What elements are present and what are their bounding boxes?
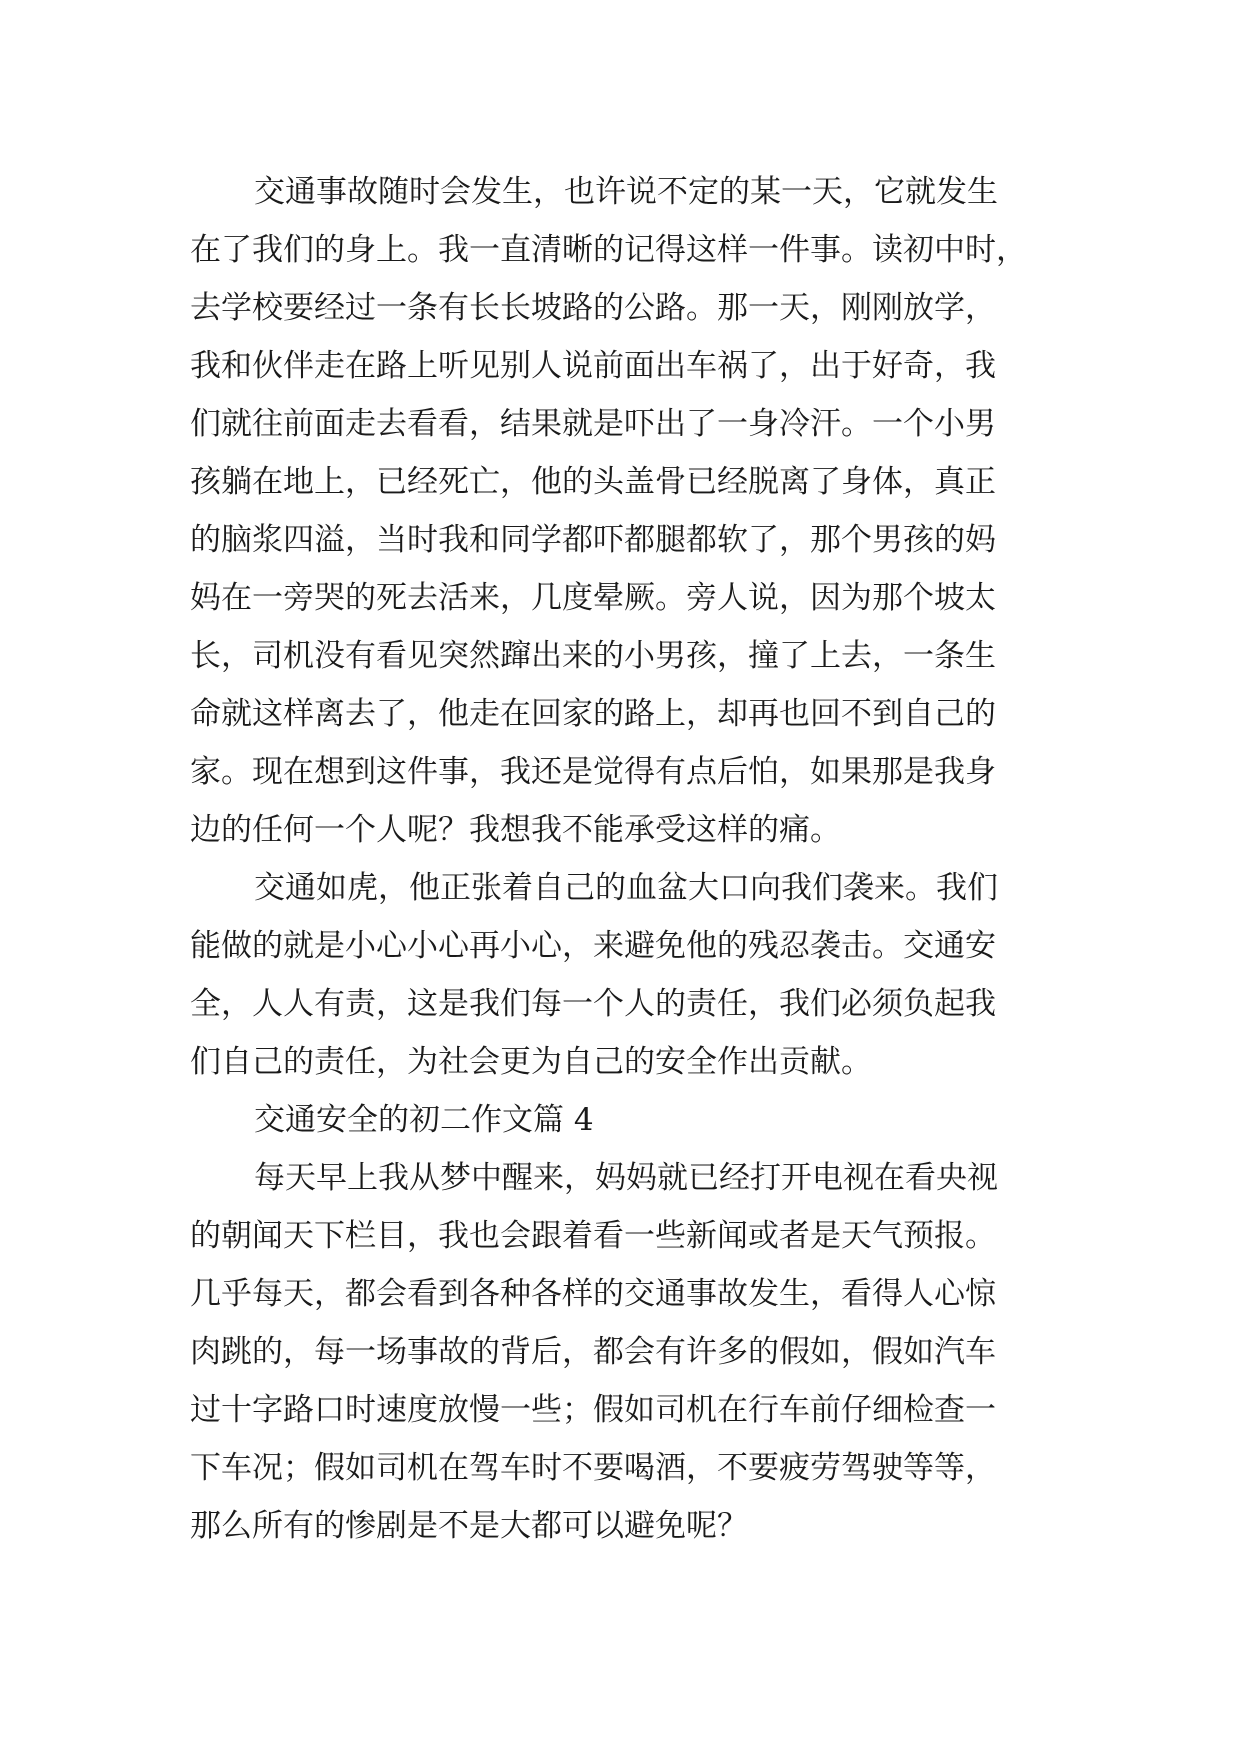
paragraph-morning-news (190, 1149, 1070, 1555)
text-line: 的脑浆四溢，当时我和同学都吓都腿都软了，那个男孩的妈 (190, 522, 996, 558)
text-line: 在了我们的身上。我一直清晰的记得这样一件事。读初中时， (190, 232, 1027, 268)
document-body (190, 163, 1070, 1555)
text-line: 能做的就是小心小心再小心，来避免他的残忍袭击。交通安 (190, 928, 996, 964)
text-line: 命就这样离去了，他走在回家的路上，却再也回不到自己的 (190, 696, 996, 732)
text-line: 孩躺在地上，已经死亡，他的头盖骨已经脱离了身体，真正 (190, 464, 996, 500)
text-line: 交通事故随时会发生，也许说不定的某一天，它就发生 (254, 174, 998, 210)
text-line: 过十字路口时速度放慢一些；假如司机在行车前仔细检查一 (190, 1392, 996, 1428)
paragraph-accident-story (190, 163, 1070, 859)
text-line: 边的任何一个人呢？我想我不能承受这样的痛。 (190, 812, 841, 848)
text-line: 下车况；假如司机在驾车时不要喝酒，不要疲劳驾驶等等， (190, 1450, 996, 1486)
text-line: 肉跳的，每一场事故的背后，都会有许多的假如，假如汽车 (190, 1334, 996, 1370)
text-line: 的朝闻天下栏目，我也会跟着看一些新闻或者是天气预报。 (190, 1218, 996, 1254)
text-line: 们自己的责任，为社会更为自己的安全作出贡献。 (190, 1044, 872, 1080)
text-line: 我和伙伴走在路上听见别人说前面出车祸了，出于好奇，我 (190, 348, 996, 384)
section-heading (190, 1091, 1070, 1149)
text-line: 几乎每天，都会看到各种各样的交通事故发生，看得人心惊 (190, 1276, 996, 1312)
paragraph-traffic-like-tiger (190, 859, 1070, 1091)
section-title: 交通安全的初二作文篇 4 (254, 1102, 594, 1138)
text-line: 每天早上我从梦中醒来，妈妈就已经打开电视在看央视 (254, 1160, 998, 1196)
text-line: 那么所有的惨剧是不是大都可以避免呢？ (190, 1508, 748, 1544)
text-line: 全，人人有责，这是我们每一个人的责任，我们必须负起我 (190, 986, 996, 1022)
text-line: 去学校要经过一条有长长坡路的公路。那一天，刚刚放学， (190, 290, 996, 326)
text-line: 交通如虎，他正张着自己的血盆大口向我们袭来。我们 (254, 870, 998, 906)
text-line: 们就往前面走去看看，结果就是吓出了一身冷汗。一个小男 (190, 406, 996, 442)
text-line: 长，司机没有看见突然蹿出来的小男孩，撞了上去，一条生 (190, 638, 996, 674)
text-line: 家。现在想到这件事，我还是觉得有点后怕，如果那是我身 (190, 754, 996, 790)
text-line: 妈在一旁哭的死去活来，几度晕厥。旁人说，因为那个坡太 (190, 580, 996, 616)
